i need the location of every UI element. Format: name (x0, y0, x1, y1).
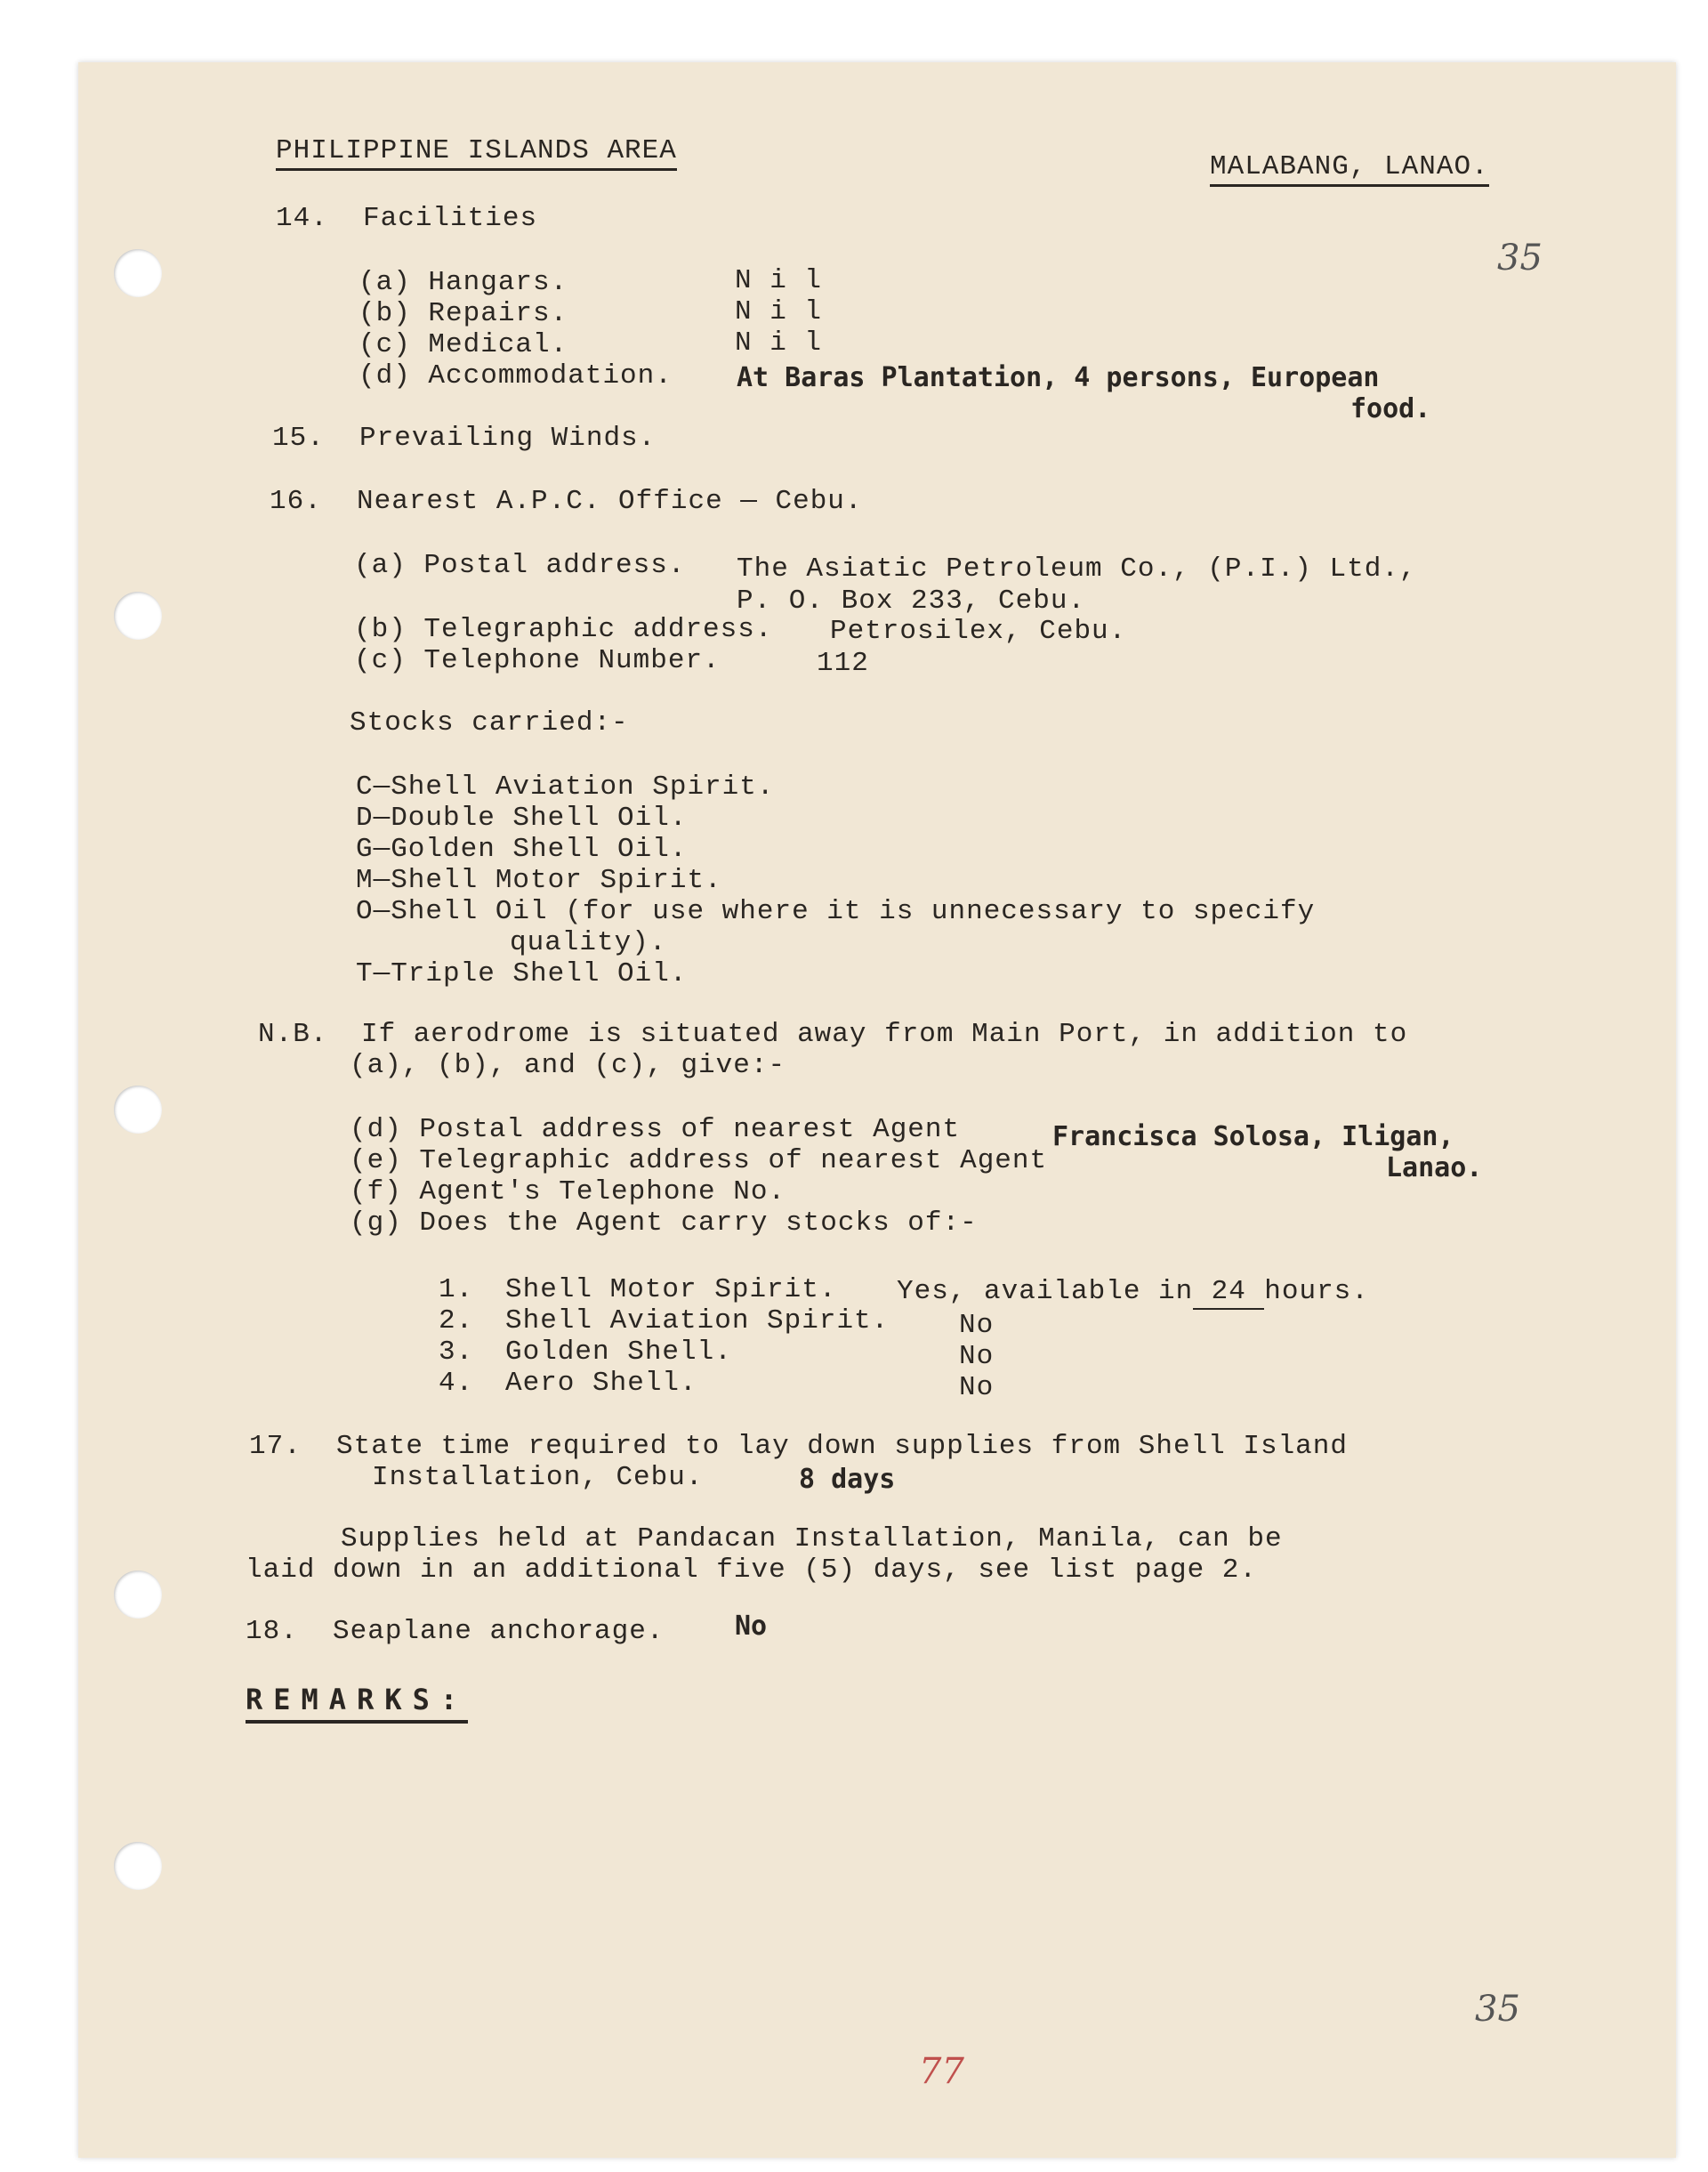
agent-stock-num: 4. (439, 1368, 474, 1399)
hours-field: 24 (1193, 1276, 1264, 1310)
telegraphic-address-label: (b) Telegraphic address. (354, 614, 773, 645)
postal-address-label: (a) Postal address. (354, 550, 686, 581)
agent-telegraphic-value: Lanao. (1386, 1152, 1483, 1183)
agent-postal-value: Francisca Solosa, Iligan, (1052, 1121, 1454, 1152)
supply-time-value: 8 days (799, 1464, 896, 1495)
telephone-number-label: (c) Telephone Number. (354, 645, 721, 676)
agent-stock-num: 3. (439, 1336, 474, 1368)
section-17-line-1: 17. State time required to lay down supplies from Shell Island (249, 1431, 1348, 1462)
agent-stock-answer: No (959, 1372, 995, 1403)
telephone-number-value: 112 (817, 648, 869, 679)
stock-item: G—Golden Shell Oil. (356, 834, 688, 865)
repairs-label: (b) Repairs. (359, 298, 568, 329)
page-number-annotation: 35 (1475, 1989, 1520, 2030)
remarks-heading: REMARKS: (246, 1684, 468, 1719)
hangars-label: (a) Hangars. (359, 267, 568, 298)
accommodation-value-cont: food. (1350, 393, 1431, 424)
nb-line-1: If aerodrome is situated away from Main Port, in addition to (361, 1019, 1408, 1050)
stock-item: C—Shell Aviation Spirit. (356, 771, 775, 803)
stocks-carried-title: Stocks carried:- (350, 707, 629, 739)
agent-stock-label: Aero Shell. (505, 1368, 697, 1399)
agent-postal-label: (d) Postal address of nearest Agent (350, 1114, 961, 1145)
medical-value: N i l (735, 327, 823, 359)
agent-stock-num: 2. (439, 1305, 474, 1336)
stock-item: M—Shell Motor Spirit. (356, 865, 722, 896)
agent-telegraphic-label: (e) Telegraphic address of nearest Agent (350, 1145, 1048, 1176)
stock-item: T—Triple Shell Oil. (356, 958, 688, 989)
agent-stock-label: Golden Shell. (505, 1336, 732, 1368)
accommodation-value: At Baras Plantation, 4 persons, European (737, 362, 1380, 393)
section-14-title: 14. Facilities (276, 203, 538, 234)
nb-label: N.B. (258, 1019, 328, 1050)
agent-stock-label: Shell Motor Spirit. (505, 1274, 837, 1305)
hangars-value: N i l (735, 265, 823, 296)
punch-hole (114, 249, 162, 297)
page-number-annotation: 35 (1497, 238, 1543, 279)
header-right: MALABANG, LANAO. (1210, 151, 1489, 183)
punch-hole (114, 1570, 162, 1619)
header-left: PHILIPPINE ISLANDS AREA (276, 135, 677, 167)
postal-address-value-cont: P. O. Box 233, Cebu. (737, 585, 1086, 617)
agent-stock-answer: No (959, 1341, 995, 1372)
punch-hole (114, 1842, 162, 1890)
section-15-title: 15. Prevailing Winds. (272, 423, 657, 454)
pandacan-paragraph-line-2: laid down in an additional five (5) days, see list page 2. (246, 1554, 1257, 1586)
red-pencil-mark: 77 (919, 2051, 964, 2092)
agent-stocks-question: (g) Does the Agent carry stocks of:- (350, 1207, 978, 1239)
agent-stock-num: 1. (439, 1274, 474, 1305)
document-page (78, 62, 1676, 2158)
medical-label: (c) Medical. (359, 329, 568, 360)
section-17-line-2: Installation, Cebu. (372, 1462, 704, 1493)
section-18-label: 18. Seaplane anchorage. (246, 1616, 665, 1647)
repairs-value: N i l (735, 296, 823, 327)
agent-stock-answer: No (959, 1310, 995, 1341)
section-16-title: 16. Nearest A.P.C. Office — Cebu. (270, 486, 863, 517)
pandacan-paragraph-line-1: Supplies held at Pandacan Installation, Manila, can be (341, 1523, 1283, 1554)
stock-item: D—Double Shell Oil. (356, 803, 688, 834)
punch-hole (114, 592, 162, 640)
seaplane-anchorage-value: No (735, 1611, 768, 1642)
agent-telephone-label: (f) Agent's Telephone No. (350, 1176, 786, 1207)
agent-stock-answer: Yes, available in 24 hours. (897, 1276, 1369, 1310)
agent-stock-label: Shell Aviation Spirit. (505, 1305, 890, 1336)
stock-item: quality). (510, 927, 667, 958)
nb-line-2: (a), (b), and (c), give:- (350, 1050, 786, 1081)
postal-address-value: The Asiatic Petroleum Co., (P.I.) Ltd., (737, 553, 1417, 585)
stock-item: O—Shell Oil (for use where it is unnecessary to specify (356, 896, 1316, 927)
telegraphic-address-value: Petrosilex, Cebu. (830, 616, 1127, 647)
punch-hole (114, 1086, 162, 1134)
accommodation-label: (d) Accommodation. (359, 360, 673, 392)
